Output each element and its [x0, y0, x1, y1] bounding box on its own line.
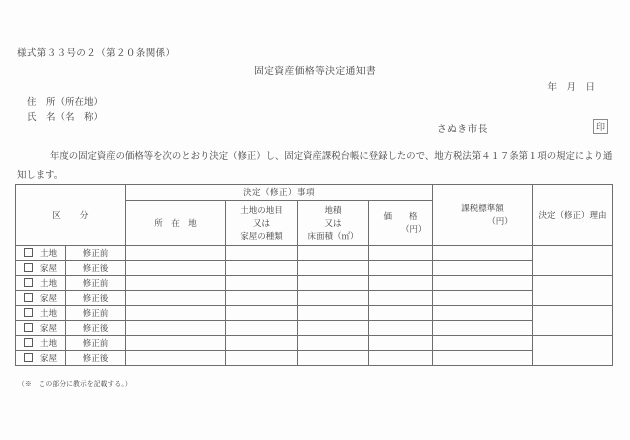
header-price-block — [383, 210, 427, 236]
checkbox-icon — [24, 323, 33, 332]
land-type-cell — [226, 306, 298, 321]
tax-base-cell — [433, 246, 533, 261]
mayor-name: さぬき市長 — [437, 124, 488, 135]
category-label: 家屋 — [39, 262, 58, 273]
name-label: 氏 名（名 称） — [27, 113, 104, 123]
header-land-line1: 土地の地目 — [240, 204, 283, 215]
table-header-row-1 — [16, 185, 613, 201]
price-cell — [369, 351, 433, 366]
category-cell — [16, 351, 66, 366]
area-cell — [298, 246, 369, 261]
category-label: 家屋 — [39, 292, 58, 303]
notice-table — [15, 184, 613, 366]
header-category: 区 分 — [16, 185, 126, 246]
checkbox-icon — [24, 293, 33, 302]
category-cell — [16, 336, 66, 351]
table-row — [16, 321, 613, 336]
price-cell — [369, 321, 433, 336]
price-cell — [369, 291, 433, 306]
header-tax-base-line2: （円） — [487, 216, 513, 226]
location-cell — [126, 276, 226, 291]
category-cell — [16, 306, 66, 321]
price-cell — [369, 261, 433, 276]
location-cell — [126, 336, 226, 351]
land-type-cell — [226, 291, 298, 306]
header-tax-base-line1: 課税標準額 — [461, 203, 504, 213]
price-cell — [369, 246, 433, 261]
table-row — [16, 276, 613, 291]
area-cell — [298, 291, 369, 306]
land-type-cell — [226, 336, 298, 351]
tax-base-cell — [433, 291, 533, 306]
land-type-cell — [226, 321, 298, 336]
area-cell — [298, 276, 369, 291]
table-row — [16, 351, 613, 366]
area-cell — [298, 261, 369, 276]
reason-cell — [533, 306, 613, 336]
header-tax-base-block — [461, 202, 513, 228]
header-reason: 決定（修正）理由 — [533, 185, 613, 246]
tax-base-cell — [433, 261, 533, 276]
footnote: （※ この部分に教示を記載する。） — [18, 381, 132, 388]
header-location: 所 在 地 — [126, 201, 226, 246]
phase-cell: 修正前 — [66, 336, 126, 351]
location-cell — [126, 261, 226, 276]
tax-base-cell — [433, 306, 533, 321]
category-label: 家屋 — [39, 322, 58, 333]
price-cell — [369, 276, 433, 291]
notice-body-line-1: 年度の固定資産の価格等を次のとおり決定（修正）し、固定資産課税台帳に登録したので、地方税法第４１７条第１項の規定により通 — [50, 152, 613, 162]
reason-cell — [533, 276, 613, 306]
tax-base-cell — [433, 336, 533, 351]
checkbox-icon — [24, 278, 33, 287]
land-type-cell — [226, 276, 298, 291]
tax-base-cell — [433, 351, 533, 366]
location-cell — [126, 351, 226, 366]
header-price-line2: （円） — [401, 224, 427, 234]
category-cell — [16, 321, 66, 336]
header-tax-base — [433, 185, 533, 246]
tax-base-cell — [433, 276, 533, 291]
area-cell — [298, 351, 369, 366]
seal-stamp-box — [593, 119, 608, 134]
category-label: 土地 — [39, 277, 58, 288]
location-cell — [126, 306, 226, 321]
price-cell — [369, 336, 433, 351]
checkbox-icon — [24, 338, 33, 347]
checkbox-icon — [24, 308, 33, 317]
category-label: 土地 — [39, 247, 58, 258]
area-cell — [298, 321, 369, 336]
date-line: 年 月 日 — [547, 83, 595, 93]
category-cell — [16, 276, 66, 291]
category-cell — [16, 261, 66, 276]
reason-cell — [533, 336, 613, 366]
land-type-cell — [226, 351, 298, 366]
header-area-line2: 又は — [324, 217, 342, 228]
header-land-line3: 家屋の種類 — [240, 230, 283, 241]
header-price-line1: 価 格 — [383, 211, 418, 221]
header-land-line2: 又は — [252, 217, 270, 228]
land-type-cell — [226, 246, 298, 261]
document-title: 固定資産価格等決定通知書 — [253, 66, 377, 77]
table-row — [16, 306, 613, 321]
header-price — [369, 201, 433, 246]
location-cell — [126, 321, 226, 336]
area-cell — [298, 336, 369, 351]
header-area-line1: 地積 — [324, 204, 342, 215]
category-label: 土地 — [39, 337, 58, 348]
table-row — [16, 336, 613, 351]
tax-base-cell — [433, 321, 533, 336]
header-decision-items: 決定（修正）事項 — [126, 185, 433, 201]
notice-body-line-2: 知します。 — [17, 171, 64, 181]
phase-cell: 修正前 — [66, 306, 126, 321]
checkbox-icon — [24, 248, 33, 257]
category-cell — [16, 246, 66, 261]
address-label: 住 所（所在地） — [27, 98, 104, 108]
checkbox-icon — [24, 353, 33, 362]
land-type-cell — [226, 261, 298, 276]
price-cell — [369, 306, 433, 321]
phase-cell: 修正前 — [66, 276, 126, 291]
checkbox-icon — [24, 263, 33, 272]
phase-cell: 修正後 — [66, 321, 126, 336]
phase-cell: 修正後 — [66, 261, 126, 276]
table-row — [16, 261, 613, 276]
category-label: 土地 — [39, 307, 58, 318]
form-number: 様式第３３号の２（第２０条関係） — [17, 49, 176, 59]
category-cell — [16, 291, 66, 306]
location-cell — [126, 246, 226, 261]
phase-cell: 修正後 — [66, 351, 126, 366]
header-area-line3: 床面積（㎡） — [307, 230, 359, 241]
reason-cell — [533, 246, 613, 276]
table-row — [16, 291, 613, 306]
table-row — [16, 246, 613, 261]
header-area — [298, 201, 369, 246]
area-cell — [298, 306, 369, 321]
phase-cell: 修正前 — [66, 246, 126, 261]
seal-icon: 印 — [595, 122, 605, 132]
header-land-type — [226, 201, 298, 246]
category-label: 家屋 — [39, 352, 58, 363]
location-cell — [126, 291, 226, 306]
phase-cell: 修正後 — [66, 291, 126, 306]
